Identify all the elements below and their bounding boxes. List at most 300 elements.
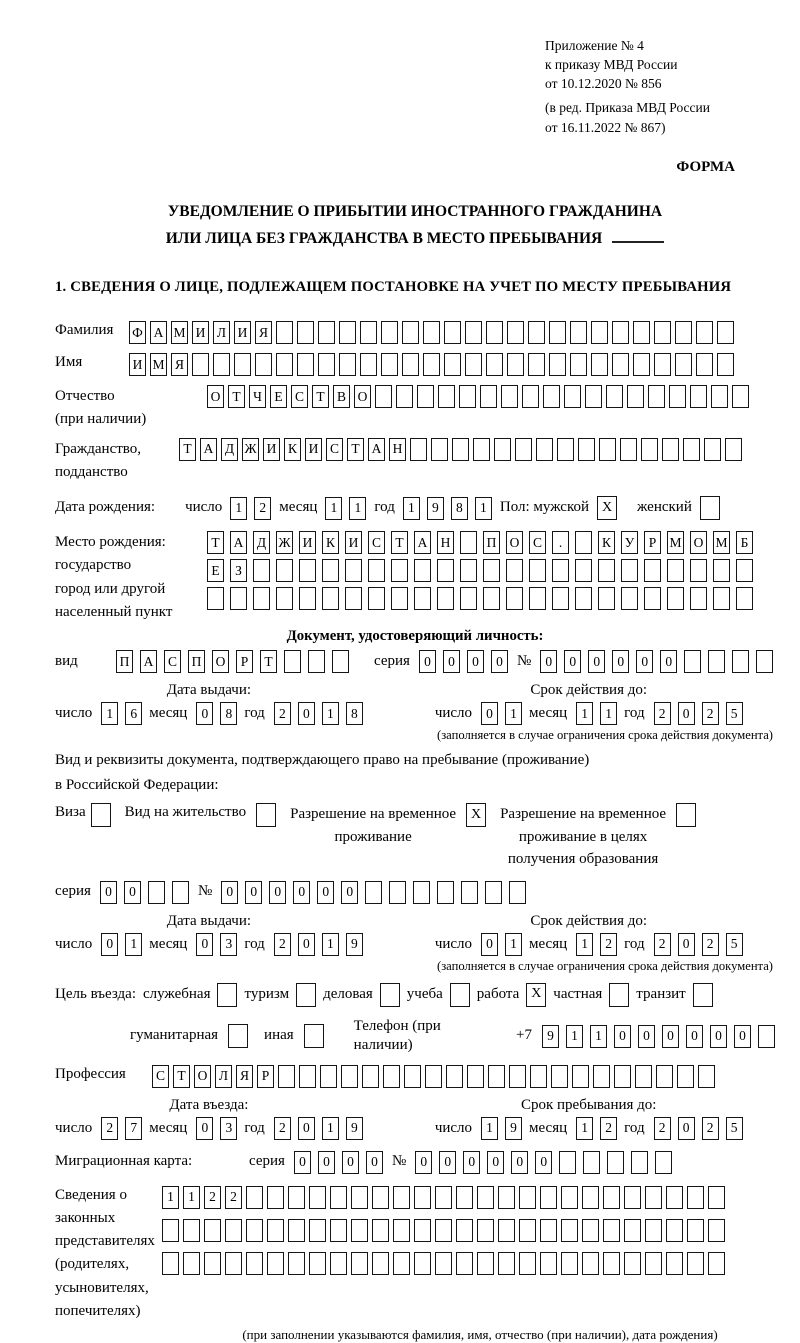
char-cell [645, 1252, 662, 1275]
char-cell [404, 1065, 421, 1088]
char-cell [627, 385, 644, 408]
char-cell: Р [644, 531, 661, 554]
char-cell [633, 321, 650, 344]
purpose-row2 [55, 1017, 775, 1056]
char-cell [654, 353, 671, 376]
char-cell: М [171, 321, 188, 344]
doc-number-label: № [516, 652, 532, 669]
char-cell: А [200, 438, 217, 461]
char-cell: 2 [274, 1117, 291, 1140]
char-cell: 0 [678, 1117, 695, 1140]
char-cell [693, 983, 713, 1007]
identity-issue-group [55, 682, 363, 725]
birth-year-cells [403, 497, 492, 520]
char-cell [549, 353, 566, 376]
char-cell: 0 [660, 650, 677, 673]
section1-heading: 1. СВЕДЕНИЯ О ЛИЦЕ, ПОДЛЕЖАЩЕМ ПОСТАНОВКЕ НА УЧЕТ ПО МЕСТУ ПРЕБЫВАНИЯ [55, 279, 732, 296]
char-cell [452, 438, 469, 461]
char-cell: 0 [221, 881, 238, 904]
char-cell [713, 587, 730, 610]
char-cell [444, 321, 461, 344]
representatives-label: Сведения о законных представителях (родителях, усыновителях, попечителях) [55, 1186, 155, 1319]
char-cell [467, 1065, 484, 1088]
identity-doc-note: (заполняется в случае ограничения срока действия документа) [437, 728, 773, 743]
char-cell [687, 1186, 704, 1209]
day-label: число [434, 1119, 473, 1136]
char-cell: 1 [349, 497, 366, 520]
char-cell [351, 1186, 368, 1209]
char-cell: Я [236, 1065, 253, 1088]
char-cell: О [506, 531, 523, 554]
char-cell [675, 353, 692, 376]
char-cell [758, 1025, 775, 1048]
char-cell: 0 [245, 881, 262, 904]
char-cell [662, 438, 679, 461]
appendix-block [545, 36, 763, 137]
char-cell: 0 [662, 1025, 679, 1048]
purpose-opt-label: туризм [244, 985, 290, 1002]
char-cell [506, 587, 523, 610]
purpose-opt-label: работа [476, 985, 520, 1002]
identity-valid-year-cells [654, 702, 743, 725]
char-cell: 0 [294, 1151, 311, 1174]
char-cell [360, 353, 377, 376]
char-cell: Л [213, 321, 230, 344]
residence-series-row [55, 881, 775, 904]
char-cell [708, 650, 725, 673]
char-cell: 2 [204, 1186, 221, 1209]
char-cell [309, 1252, 326, 1275]
char-cell: X [466, 803, 486, 827]
residence-intro-line2: в Российской Федерации: [55, 776, 219, 793]
char-cell: . [552, 531, 569, 554]
patronymic-cells [207, 385, 749, 408]
char-cell [655, 1151, 672, 1174]
char-cell [228, 1024, 248, 1048]
char-cell: М [713, 531, 730, 554]
char-cell [372, 1219, 389, 1242]
char-cell: 0 [710, 1025, 727, 1048]
char-cell [423, 353, 440, 376]
char-cell: Т [207, 531, 224, 554]
birth-place-cells-row2 [207, 559, 753, 582]
birth-place-cells-row3 [207, 587, 753, 610]
char-cell: 2 [702, 933, 719, 956]
char-cell: 8 [220, 702, 237, 725]
edu-permit-checkbox [676, 803, 696, 827]
char-cell: 2 [654, 1117, 671, 1140]
stay-day-cells [481, 1117, 522, 1140]
purpose-opt-label: служебная [142, 985, 211, 1002]
char-cell [591, 353, 608, 376]
purpose-opt-label: транзит [636, 985, 686, 1002]
char-cell [402, 353, 419, 376]
char-cell [609, 983, 629, 1007]
char-cell: 3 [220, 1117, 237, 1140]
purpose-opt-label: деловая [323, 985, 373, 1002]
char-cell [519, 1186, 536, 1209]
char-cell: 1 [475, 497, 492, 520]
char-cell: И [234, 321, 251, 344]
char-cell: 0 [588, 650, 605, 673]
char-cell: 0 [366, 1151, 383, 1174]
char-cell [529, 559, 546, 582]
char-cell [297, 321, 314, 344]
char-cell [393, 1186, 410, 1209]
temp-permit-label: Разрешение на временное проживание [290, 806, 457, 845]
char-cell [599, 438, 616, 461]
char-cell [204, 1219, 221, 1242]
appendix-line: (в ред. Приказа МВД России [545, 100, 710, 116]
firstname-label: Имя [55, 354, 83, 371]
stay-valid-group [435, 1097, 743, 1140]
char-cell: 1 [576, 933, 593, 956]
char-cell [345, 559, 362, 582]
char-cell [318, 321, 335, 344]
char-cell [339, 321, 356, 344]
char-cell [320, 1065, 337, 1088]
char-cell [413, 881, 430, 904]
char-cell [711, 385, 728, 408]
char-cell: 0 [100, 881, 117, 904]
char-cell [582, 1252, 599, 1275]
representatives-note: (при заполнении указываются фамилия, имя, отчество (при наличии), дата рождения) [242, 1327, 718, 1343]
char-cell: 0 [491, 650, 508, 673]
char-cell [473, 438, 490, 461]
char-cell [309, 1219, 326, 1242]
char-cell: С [164, 650, 181, 673]
char-cell: 1 [101, 702, 118, 725]
purpose-transit-checkbox [693, 983, 713, 1007]
purpose-other-checkbox [304, 1024, 324, 1048]
char-cell [308, 650, 325, 673]
char-cell: О [194, 1065, 211, 1088]
char-cell [494, 438, 511, 461]
residence-permit-checkbox [256, 803, 276, 827]
char-cell [362, 1065, 379, 1088]
char-cell [456, 1219, 473, 1242]
char-cell [423, 321, 440, 344]
char-cell [372, 1252, 389, 1275]
char-cell: Д [253, 531, 270, 554]
migration-number-label: № [391, 1153, 407, 1170]
char-cell [393, 1219, 410, 1242]
residence-issue-day-cells [101, 933, 142, 956]
purpose-humanitarian-checkbox [228, 1024, 248, 1048]
char-cell [322, 559, 339, 582]
identity-doc-row [55, 650, 775, 673]
char-cell [645, 1219, 662, 1242]
char-cell: Е [207, 559, 224, 582]
char-cell: 2 [654, 702, 671, 725]
char-cell [698, 1065, 715, 1088]
char-cell [667, 559, 684, 582]
birth-year-label: год [374, 499, 395, 516]
identity-doc-heading: Документ, удостоверяющий личность: [286, 628, 544, 645]
char-cell: А [368, 438, 385, 461]
char-cell [162, 1219, 179, 1242]
char-cell [507, 353, 524, 376]
char-cell [507, 321, 524, 344]
residence-doc-dates [55, 913, 775, 956]
residence-valid-group [435, 913, 743, 956]
char-cell [461, 881, 478, 904]
doc-type-cells [116, 650, 349, 673]
char-cell [192, 353, 209, 376]
entry-date-heading: Дата въезда: [169, 1096, 249, 1113]
char-cell: 0 [415, 1151, 432, 1174]
char-cell [288, 1252, 305, 1275]
char-cell [488, 1065, 505, 1088]
char-cell: 0 [564, 650, 581, 673]
char-cell [276, 321, 293, 344]
char-cell: П [483, 531, 500, 554]
char-cell: Р [257, 1065, 274, 1088]
birth-place-row [55, 531, 775, 624]
char-cell [498, 1186, 515, 1209]
char-cell [486, 321, 503, 344]
birth-date-label: Дата рождения: [55, 499, 156, 516]
char-cell [375, 385, 392, 408]
char-cell [435, 1219, 452, 1242]
char-cell [690, 385, 707, 408]
char-cell [675, 321, 692, 344]
identity-valid-group [435, 682, 743, 725]
char-cell [575, 587, 592, 610]
char-cell [456, 1252, 473, 1275]
purpose-opt-label: гуманитарная [130, 1027, 219, 1044]
char-cell [368, 559, 385, 582]
char-cell [431, 438, 448, 461]
char-cell [624, 1252, 641, 1275]
month-label: месяц [529, 935, 568, 952]
phone-cells [542, 1025, 775, 1048]
char-cell [501, 385, 518, 408]
identity-valid-day-cells [481, 702, 522, 725]
char-cell [621, 587, 638, 610]
char-cell [696, 353, 713, 376]
char-cell [654, 321, 671, 344]
char-cell [450, 983, 470, 1007]
char-cell [360, 321, 377, 344]
char-cell: 0 [612, 650, 629, 673]
residence-valid-day-cells [481, 933, 522, 956]
char-cell [253, 559, 270, 582]
char-cell [304, 1024, 324, 1048]
residence-doc-note: (заполняется в случае ограничения срока действия документа) [437, 958, 773, 973]
char-cell [217, 983, 237, 1007]
char-cell [666, 1186, 683, 1209]
char-cell [380, 983, 400, 1007]
char-cell: 9 [346, 933, 363, 956]
char-cell [322, 587, 339, 610]
char-cell: 6 [125, 702, 142, 725]
char-cell: 0 [481, 702, 498, 725]
profession-row [55, 1065, 775, 1088]
char-cell [582, 1219, 599, 1242]
char-cell: Т [312, 385, 329, 408]
char-cell: О [690, 531, 707, 554]
month-label: месяц [529, 1119, 568, 1136]
birth-place-label: Место рождения: государство город или другой населенный пункт [55, 534, 173, 620]
sex-female-label: женский [637, 499, 692, 516]
char-cell: Ч [249, 385, 266, 408]
surname-row [55, 321, 775, 344]
char-cell [267, 1186, 284, 1209]
doc-series-cells [419, 650, 508, 673]
char-cell [690, 587, 707, 610]
identity-valid-heading: Срок действия до: [530, 682, 648, 699]
char-cell [381, 321, 398, 344]
char-cell [593, 1065, 610, 1088]
char-cell [603, 1219, 620, 1242]
char-cell [345, 587, 362, 610]
char-cell: Е [270, 385, 287, 408]
char-cell [460, 587, 477, 610]
char-cell [519, 1252, 536, 1275]
char-cell [612, 353, 629, 376]
char-cell [391, 587, 408, 610]
char-cell [561, 1186, 578, 1209]
representatives-row [55, 1184, 775, 1324]
char-cell [162, 1252, 179, 1275]
char-cell [299, 587, 316, 610]
title-blank-underline [612, 229, 664, 243]
char-cell: А [150, 321, 167, 344]
char-cell: 5 [726, 1117, 743, 1140]
char-cell: 1 [590, 1025, 607, 1048]
char-cell [732, 650, 749, 673]
char-cell: А [140, 650, 157, 673]
char-cell: 0 [439, 1151, 456, 1174]
doc-series-label: серия [374, 652, 410, 669]
char-cell: 0 [298, 933, 315, 956]
char-cell [557, 438, 574, 461]
day-label: число [434, 705, 473, 722]
char-cell [509, 1065, 526, 1088]
char-cell [624, 1219, 641, 1242]
char-cell: 1 [183, 1186, 200, 1209]
char-cell: 1 [162, 1186, 179, 1209]
char-cell [543, 385, 560, 408]
char-cell [446, 1065, 463, 1088]
char-cell: Т [228, 385, 245, 408]
char-cell [288, 1186, 305, 1209]
char-cell [284, 650, 301, 673]
char-cell [644, 559, 661, 582]
day-label: число [55, 1119, 93, 1136]
char-cell [486, 353, 503, 376]
char-cell [575, 531, 592, 554]
residence-number-label: № [197, 883, 213, 900]
residence-permit-label: Вид на жительство [124, 804, 247, 821]
char-cell [91, 803, 111, 827]
visa-label: Виза [55, 804, 86, 821]
char-cell [684, 650, 701, 673]
char-cell: 7 [125, 1117, 142, 1140]
char-cell [246, 1219, 263, 1242]
month-label: месяц [149, 1119, 188, 1136]
char-cell [393, 1252, 410, 1275]
char-cell: 9 [427, 497, 444, 520]
char-cell [276, 353, 293, 376]
purpose-work-checkbox [526, 983, 546, 1007]
char-cell [246, 1186, 263, 1209]
char-cell [389, 881, 406, 904]
char-cell [624, 1186, 641, 1209]
char-cell [631, 1151, 648, 1174]
edu-permit-label: Разрешение на временное проживание в целях получения образования [500, 806, 667, 868]
char-cell [477, 1252, 494, 1275]
char-cell [498, 1252, 515, 1275]
migration-card-row [55, 1151, 775, 1174]
char-cell: 9 [505, 1117, 522, 1140]
char-cell: О [354, 385, 371, 408]
firstname-cells [129, 353, 734, 376]
char-cell: С [291, 385, 308, 408]
identity-doc-dates [55, 682, 775, 725]
char-cell: О [212, 650, 229, 673]
year-label: год [624, 1119, 645, 1136]
char-cell [656, 1065, 673, 1088]
year-label: год [244, 1119, 265, 1136]
char-cell: 2 [254, 497, 271, 520]
char-cell [529, 587, 546, 610]
char-cell: И [345, 531, 362, 554]
char-cell: 0 [678, 702, 695, 725]
char-cell [288, 1219, 305, 1242]
char-cell: X [597, 496, 617, 520]
char-cell [736, 587, 753, 610]
patronymic-label: Отчество (при наличии) [55, 388, 147, 428]
char-cell [299, 1065, 316, 1088]
char-cell: 0 [419, 650, 436, 673]
char-cell [506, 559, 523, 582]
char-cell: И [263, 438, 280, 461]
residence-series-cells [100, 881, 189, 904]
char-cell [690, 559, 707, 582]
char-cell [519, 1219, 536, 1242]
sex-male-checkbox [597, 496, 617, 520]
char-cell [297, 353, 314, 376]
char-cell [582, 1186, 599, 1209]
char-cell [204, 1252, 221, 1275]
char-cell [309, 1186, 326, 1209]
purpose-private-checkbox [609, 983, 629, 1007]
char-cell: М [667, 531, 684, 554]
char-cell: Я [171, 353, 188, 376]
representatives-cells-row3 [162, 1252, 725, 1275]
visa-option [55, 803, 111, 827]
char-cell [687, 1219, 704, 1242]
char-cell [598, 559, 615, 582]
char-cell [435, 1252, 452, 1275]
char-cell [437, 881, 454, 904]
char-cell: 1 [576, 1117, 593, 1140]
char-cell [225, 1219, 242, 1242]
char-cell [230, 587, 247, 610]
char-cell: М [150, 353, 167, 376]
char-cell [372, 1186, 389, 1209]
residence-number-cells [221, 881, 526, 904]
char-cell: 1 [505, 702, 522, 725]
char-cell [225, 1252, 242, 1275]
char-cell [483, 559, 500, 582]
migration-card-label: Миграционная карта: [55, 1153, 193, 1170]
residence-issue-year-cells [274, 933, 363, 956]
char-cell [383, 1065, 400, 1088]
char-cell [414, 1219, 431, 1242]
